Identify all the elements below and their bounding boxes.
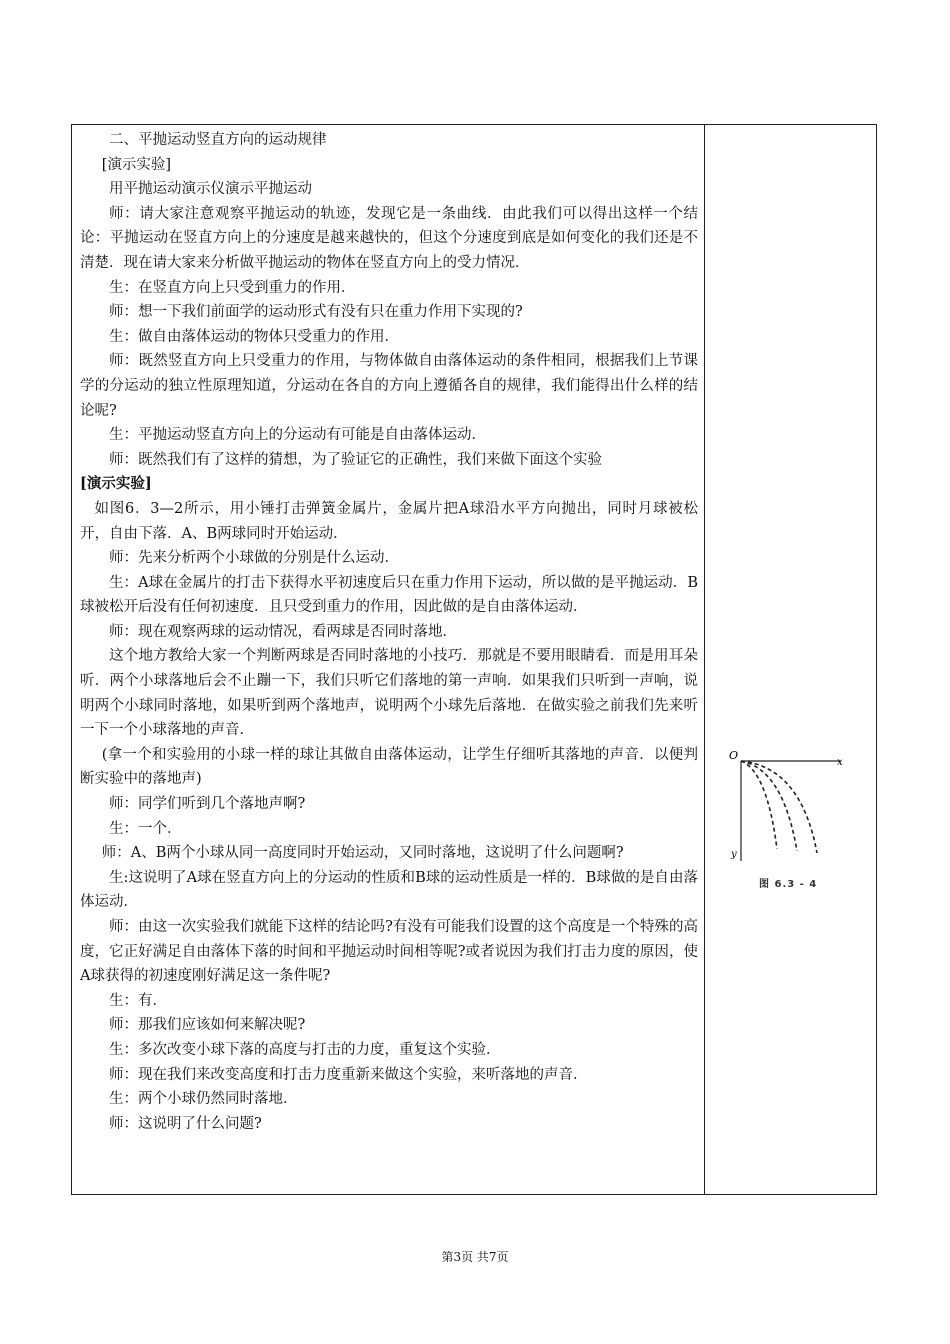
experiment-heading: [演示实验] [80, 475, 152, 493]
paragraph: 师：既然竖直方向上只受重力的作用，与物体做自由落体运动的条件相同，根据我们上节课学的分运动的独立性原理知道，分运动在各自的方向上遵循各自的规律，我们能得出什么样的结论呢? [80, 353, 698, 419]
paragraph: 生:这说明了A球在竖直方向上的分运动的性质和B球的运动性质是一样的．B球做的是自由落体运动． [80, 869, 698, 911]
paragraph: 生：一个． [109, 820, 182, 837]
paragraph: [演示实验] [101, 156, 172, 173]
notes-column [705, 125, 876, 1194]
lesson-table [71, 124, 877, 1195]
paragraph: 生：平抛运动竖直方向上的分运动有可能是自由落体运动． [109, 427, 486, 444]
origin-label: O [729, 751, 739, 762]
paragraph: 生：有． [109, 992, 167, 1009]
paragraph: 生：在竖直方向上只受到重力的作用． [109, 279, 356, 296]
paragraph: 师：既然我们有了这样的猜想，为了验证它的正确性，我们来做下面这个实验 [109, 451, 602, 468]
trajectory-curve [741, 761, 817, 853]
paragraph: 用平抛运动演示仪演示平抛运动 [109, 181, 312, 198]
trajectory-curve [741, 761, 777, 849]
paragraph: 师：想一下我们前面学的运动形式有没有只在重力作用下实现的? [109, 304, 523, 321]
projectile-figure [727, 751, 847, 891]
trajectory-diagram [727, 751, 847, 871]
paragraph: 生：多次改变小球下落的高度与打击的力度，重复这个实验． [109, 1041, 501, 1058]
paragraph: 师：由这一次实验我们就能下这样的结论吗?有没有可能我们设置的这个高度是一个特殊的高度，它正好满足自由落体下落的时间和平抛运动时间相等呢?或者说因为我们打击力度的原因，使A球获得的初速度刚好满足这一条件呢? [80, 919, 698, 985]
paragraph: 师：同学们听到几个落地声啊? [109, 796, 306, 813]
paragraph: 师：这说明了什么问题? [109, 1115, 262, 1132]
section-heading: 二、平抛运动竖直方向的运动规律 [109, 132, 327, 148]
paragraph: 这个地方教给大家一个判断两球是否同时落地的小技巧．那就是不要用眼睛看．而是用耳朵听．两个小球落地后会不止蹦一下，我们只听它们落地的第一声响．如果我们只听到一声响，说明两个小球同时落地，如果听到两个落地声，说明两个小球先后落地．在做实验之前我们先来听一下一个小球落地的声音． [80, 648, 698, 739]
paragraph: 师：那我们应该如何来解决呢? [109, 1017, 306, 1034]
lesson-content [80, 128, 698, 1136]
paragraph: 如图6．3—2所示，用小锤打击弹簧金属片，金属片把A球沿水平方向抛出，同时月球被松开，自由下落．A、B两球同时开始运动． [80, 500, 698, 542]
page-footer: 第3页 共7页 [441, 1250, 509, 1264]
paragraph: 生：A球在金属片的打击下获得水平初速度后只在重力作用下运动，所以做的是平抛运动．B球被松开后没有任何初速度．且只受到重力的作用，因此做的是自由落体运动． [80, 574, 698, 616]
trajectory-curve [741, 761, 797, 851]
x-axis-label: x [837, 757, 843, 768]
paragraph: 生：两个小球仍然同时落地． [109, 1091, 298, 1108]
y-axis-label: y [731, 849, 737, 860]
paragraph: (拿一个和实验用的小球一样的球让其做自由落体运动，让学生仔细听其落地的声音．以便判断实验中的落地声) [80, 746, 698, 788]
paragraph: 师：现在观察两球的运动情况，看两球是否同时落地． [109, 623, 457, 640]
paragraph: 师：现在我们来改变高度和打击力度重新来做这个实验，来听落地的声音． [109, 1066, 588, 1083]
figure-caption: 图 6.3 - 4 [759, 879, 818, 890]
paragraph: 师：A、B两个小球从同一高度同时开始运动，又同时落地，这说明了什么问题啊? [101, 845, 624, 862]
paragraph: 师：先来分析两个小球做的分别是什么运动． [109, 550, 399, 567]
paragraph: 师：请大家注意观察平抛运动的轨迹，发现它是一条曲线．由此我们可以得出这样一个结论：平抛运动在竖直方向上的分速度是越来越快的，但这个分速度到底是如何变化的我们还是不清楚．现在请大家来分析做平抛运动的物体在竖直方向上的受力情况． [80, 205, 698, 271]
paragraph: 生：做自由落体运动的物体只受重力的作用． [109, 328, 399, 345]
